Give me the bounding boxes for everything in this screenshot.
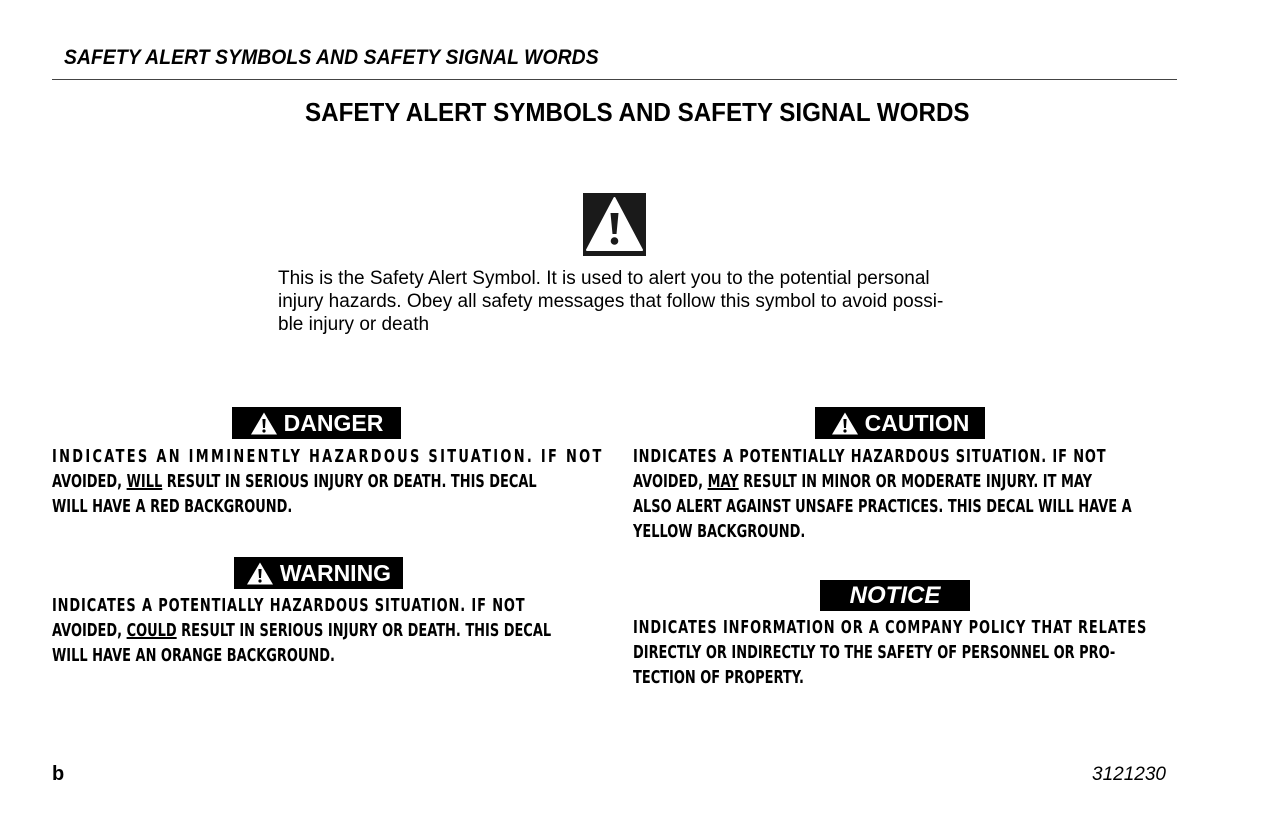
underlined-word: WILL	[126, 471, 163, 492]
caution-label: CAUTION	[864, 409, 970, 436]
underlined-word: COULD	[126, 620, 177, 641]
danger-line: INDICATES AN IMMINENTLY HAZARDOUS SITUATION. IF NOT	[52, 446, 604, 467]
caution-badge	[815, 407, 985, 439]
document-number: 3121230	[1092, 764, 1166, 785]
description-line: injury hazards. Obey all safety messages that follow this symbol to avoid possi-	[278, 291, 944, 312]
warning-line: INDICATES A POTENTIALLY HAZARDOUS SITUATION. IF NOT	[52, 595, 526, 616]
caution-description	[633, 444, 1178, 544]
danger-line	[52, 469, 537, 494]
caution-line: YELLOW BACKGROUND.	[633, 521, 806, 542]
warning-triangle-icon	[250, 411, 278, 436]
description-line: This is the Safety Alert Symbol. It is used to alert you to the potential personal	[278, 268, 930, 289]
notice-description	[633, 615, 1178, 690]
caution-line	[633, 469, 1093, 494]
line-text: AVOIDED,	[52, 471, 127, 492]
warning-triangle-icon	[246, 561, 274, 586]
line-text: RESULT IN SERIOUS INJURY OR DEATH. THIS DECAL	[162, 471, 537, 492]
page-title-text: SAFETY ALERT SYMBOLS AND SAFETY SIGNAL WORDS	[305, 97, 970, 127]
warning-line: WILL HAVE AN ORANGE BACKGROUND.	[52, 645, 335, 666]
warning-triangle-icon	[831, 411, 859, 436]
running-head: SAFETY ALERT SYMBOLS AND SAFETY SIGNAL WORDS	[64, 46, 599, 69]
warning-label: WARNING	[279, 559, 392, 586]
notice-line: INDICATES INFORMATION OR A COMPANY POLICY THAT RELATES	[633, 617, 1148, 638]
warning-badge	[234, 557, 403, 589]
caution-line: ALSO ALERT AGAINST UNSAFE PRACTICES. THIS DECAL WILL HAVE A	[633, 496, 1132, 517]
notice-line: DIRECTLY OR INDIRECTLY TO THE SAFETY OF PERSONNEL OR PRO-	[633, 642, 1116, 663]
notice-line: TECTION OF PROPERTY.	[633, 667, 804, 688]
safety-alert-triangle-icon	[583, 193, 646, 256]
danger-label: DANGER	[283, 409, 384, 436]
caution-line: INDICATES A POTENTIALLY HAZARDOUS SITUATION. IF NOT	[633, 446, 1107, 467]
warning-description	[52, 593, 597, 668]
header-rule	[52, 79, 1177, 80]
notice-label: NOTICE	[849, 581, 941, 609]
warning-line	[52, 618, 552, 643]
danger-badge	[232, 407, 401, 439]
danger-description	[52, 444, 604, 519]
safety-alert-description	[278, 267, 978, 336]
safety-alert-symbol	[583, 193, 646, 256]
line-text: AVOIDED,	[52, 620, 127, 641]
line-text: RESULT IN MINOR OR MODERATE INJURY. IT MAY	[738, 471, 1093, 492]
danger-line: WILL HAVE A RED BACKGROUND.	[52, 496, 293, 517]
page-folio: b	[52, 763, 65, 785]
line-text: AVOIDED,	[633, 471, 708, 492]
notice-badge	[820, 580, 970, 611]
underlined-word: MAY	[707, 471, 739, 492]
page-title	[0, 97, 1275, 128]
description-line: ble injury or death	[278, 314, 430, 335]
line-text: RESULT IN SERIOUS INJURY OR DEATH. THIS DECAL	[176, 620, 552, 641]
